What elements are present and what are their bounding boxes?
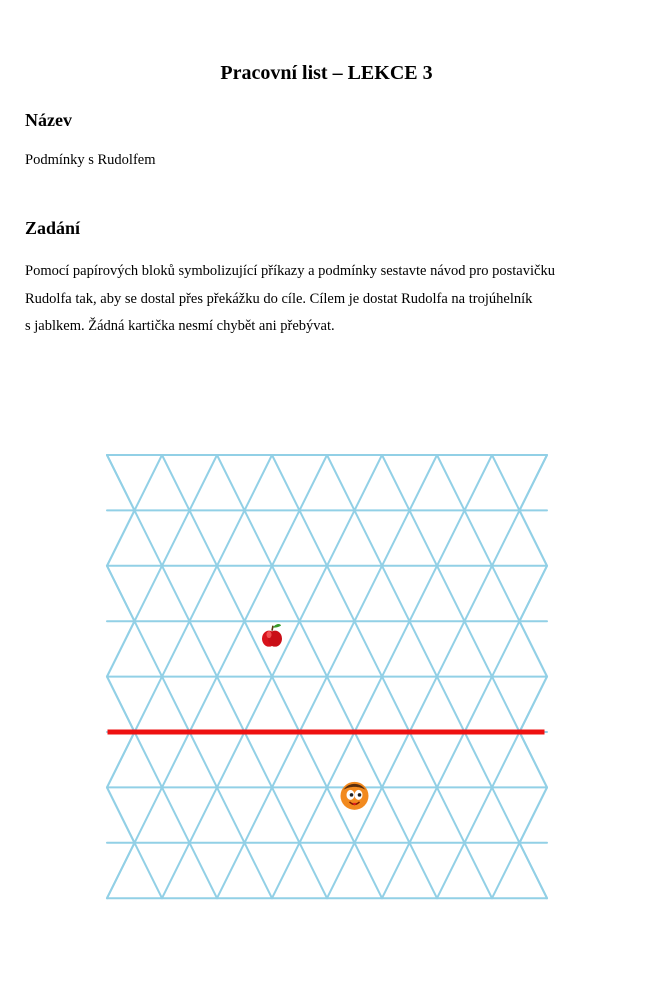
grid-diagonal-line	[437, 455, 465, 510]
grid-diagonal-line	[465, 787, 493, 842]
grid-diagonal-line	[327, 732, 355, 787]
grid-diagonal-line	[272, 787, 300, 842]
grid-diagonal-line	[190, 455, 218, 510]
grid-diagonal-line	[245, 455, 273, 510]
grid-diagonal-line	[272, 843, 300, 898]
grid-diagonal-line	[300, 843, 328, 898]
grid-diagonal-line	[300, 566, 328, 621]
grid-lines	[107, 455, 547, 898]
grid-diagonal-line	[382, 566, 410, 621]
grid-edge	[520, 787, 548, 842]
grid-diagonal-line	[355, 621, 383, 676]
grid-diagonal-line	[162, 843, 190, 898]
grid-diagonal-line	[327, 566, 355, 621]
grid-diagonal-line	[300, 732, 328, 787]
grid-diagonal-line	[217, 732, 245, 787]
grid-diagonal-line	[355, 843, 383, 898]
grid-diagonal-line	[437, 677, 465, 732]
grid-edge	[520, 510, 548, 565]
page-title: Pracovní list – LEKCE 3	[220, 62, 433, 84]
grid-diagonal-line	[465, 455, 493, 510]
grid-diagonal-line	[162, 787, 190, 842]
grid-diagonal-line	[162, 566, 190, 621]
grid-diagonal-line	[465, 843, 493, 898]
grid-diagonal-line	[437, 510, 465, 565]
grid-edge	[107, 566, 135, 621]
grid-edge	[107, 621, 135, 676]
grid-diagonal-line	[410, 510, 438, 565]
grid-diagonal-line	[382, 455, 410, 510]
grid-diagonal-line	[410, 566, 438, 621]
grid-diagonal-line	[492, 732, 520, 787]
grid-edge	[107, 787, 135, 842]
grid-diagonal-line	[465, 566, 493, 621]
grid-diagonal-line	[217, 455, 245, 510]
grid-diagonal-line	[245, 677, 273, 732]
grid-diagonal-line	[272, 510, 300, 565]
grid-diagonal-line	[245, 732, 273, 787]
grid-diagonal-line	[190, 787, 218, 842]
grid-diagonal-line	[245, 843, 273, 898]
grid-diagonal-line	[190, 566, 218, 621]
grid-diagonal-line	[327, 677, 355, 732]
grid-diagonal-line	[355, 677, 383, 732]
task-line: Rudolfa tak, aby se dostal přes překážku do cíle. Cílem je dostat Rudolfa na trojúhelník	[25, 290, 533, 307]
grid-edge	[520, 566, 548, 621]
grid-edge	[520, 677, 548, 732]
grid-diagonal-line	[492, 621, 520, 676]
grid-edge	[520, 843, 548, 898]
grid-diagonal-line	[355, 732, 383, 787]
grid-diagonal-line	[217, 677, 245, 732]
grid-edge	[107, 732, 135, 787]
grid-diagonal-line	[410, 843, 438, 898]
task-line: Pomocí papírových bloků symbolizující příkazy a podmínky sestavte návod pro postavičku	[25, 263, 555, 279]
grid-edge	[107, 455, 135, 510]
grid-diagonal-line	[382, 510, 410, 565]
task-heading: Zadání	[25, 218, 81, 238]
grid-diagonal-line	[300, 510, 328, 565]
grid-diagonal-line	[162, 677, 190, 732]
grid-diagonal-line	[382, 621, 410, 676]
grid-diagonal-line	[272, 677, 300, 732]
grid-diagonal-line	[162, 621, 190, 676]
grid-diagonal-line	[190, 510, 218, 565]
grid-edge	[520, 621, 548, 676]
grid-diagonal-line	[300, 677, 328, 732]
grid-diagonal-line	[327, 510, 355, 565]
grid-diagonal-line	[355, 510, 383, 565]
grid-diagonal-line	[437, 732, 465, 787]
grid-edge	[107, 677, 135, 732]
grid-diagonal-line	[190, 677, 218, 732]
grid-diagonal-line	[135, 455, 163, 510]
grid-diagonal-line	[217, 621, 245, 676]
grid-diagonal-line	[410, 787, 438, 842]
grid-diagonal-line	[217, 843, 245, 898]
grid-diagonal-line	[382, 677, 410, 732]
grid-edge	[520, 732, 548, 787]
name-value: Podmínky s Rudolfem	[25, 152, 156, 168]
grid-diagonal-line	[190, 843, 218, 898]
grid-diagonal-line	[300, 787, 328, 842]
grid-diagonal-line	[135, 677, 163, 732]
grid-diagonal-line	[135, 787, 163, 842]
name-heading: Název	[25, 110, 72, 130]
grid-diagonal-line	[272, 455, 300, 510]
grid-diagonal-line	[382, 732, 410, 787]
grid-diagonal-line	[217, 787, 245, 842]
grid-diagonal-line	[135, 621, 163, 676]
grid-diagonal-line	[272, 732, 300, 787]
grid-diagonal-line	[300, 455, 328, 510]
grid-diagonal-line	[465, 732, 493, 787]
grid-diagonal-line	[135, 566, 163, 621]
grid-diagonal-line	[355, 455, 383, 510]
grid-diagonal-line	[245, 787, 273, 842]
grid-diagonal-line	[135, 732, 163, 787]
grid-diagonal-line	[492, 566, 520, 621]
grid-diagonal-line	[437, 566, 465, 621]
grid-diagonal-line	[355, 566, 383, 621]
grid-diagonal-line	[327, 843, 355, 898]
grid-diagonal-line	[217, 510, 245, 565]
grid-diagonal-line	[327, 621, 355, 676]
grid-edge	[107, 843, 135, 898]
grid-diagonal-line	[327, 455, 355, 510]
grid-diagonal-line	[437, 621, 465, 676]
grid-diagonal-line	[437, 787, 465, 842]
grid-diagonal-line	[410, 455, 438, 510]
grid-diagonal-line	[382, 843, 410, 898]
grid-diagonal-line	[492, 787, 520, 842]
grid-diagonal-line	[465, 510, 493, 565]
grid-edge	[520, 455, 548, 510]
grid-edge	[107, 510, 135, 565]
grid-diagonal-line	[492, 677, 520, 732]
grid-diagonal-line	[245, 621, 273, 676]
grid-diagonal-line	[190, 621, 218, 676]
grid-diagonal-line	[135, 843, 163, 898]
grid-diagonal-line	[272, 566, 300, 621]
grid-diagonal-line	[162, 455, 190, 510]
grid-diagonal-line	[410, 732, 438, 787]
grid-diagonal-line	[437, 843, 465, 898]
grid-diagonal-line	[162, 510, 190, 565]
grid-diagonal-line	[245, 510, 273, 565]
grid-diagonal-line	[465, 621, 493, 676]
grid-diagonal-line	[245, 566, 273, 621]
grid-diagonal-line	[492, 455, 520, 510]
rudolf-character-icon	[341, 782, 369, 810]
grid-diagonal-line	[465, 677, 493, 732]
grid-diagonal-line	[272, 621, 300, 676]
apple-icon	[262, 624, 282, 647]
task-line: s jablkem. Žádná kartička nesmí chybět ani přebývat.	[25, 318, 335, 334]
grid-diagonal-line	[300, 621, 328, 676]
grid-diagonal-line	[217, 566, 245, 621]
grid-diagonal-line	[492, 510, 520, 565]
grid-diagonal-line	[382, 787, 410, 842]
grid-diagonal-line	[135, 510, 163, 565]
grid-diagonal-line	[410, 621, 438, 676]
grid-diagonal-line	[162, 732, 190, 787]
grid-diagonal-line	[492, 843, 520, 898]
grid-diagonal-line	[190, 732, 218, 787]
grid-diagonal-line	[410, 677, 438, 732]
